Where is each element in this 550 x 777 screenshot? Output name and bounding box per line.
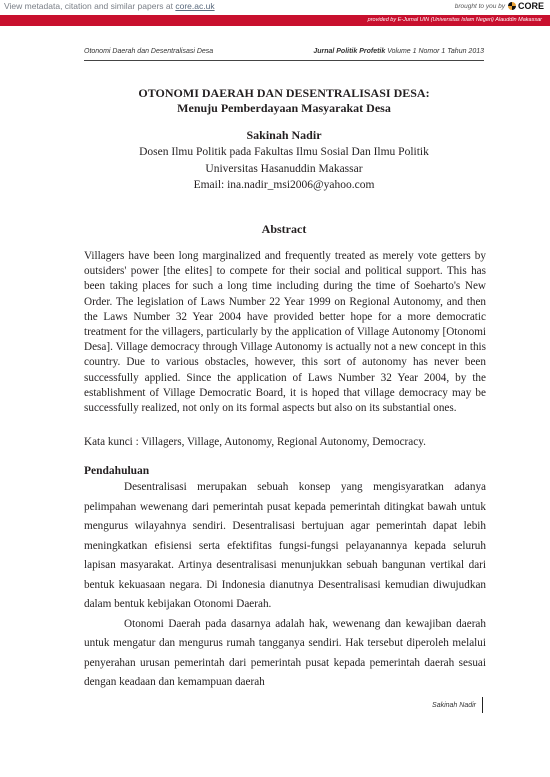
section-body xyxy=(84,478,486,693)
university-line: Universitas Hasanuddin Makassar xyxy=(205,162,363,175)
core-brought-by[interactable] xyxy=(455,1,544,11)
footer-divider xyxy=(482,697,483,713)
core-provider-strip[interactable] xyxy=(0,15,550,26)
keywords: Kata kunci : Villagers, Village, Autonomy, Regional Autonomy, Democracy. xyxy=(84,436,426,448)
paper-title xyxy=(84,86,484,116)
author-name: Sakinah Nadir xyxy=(246,128,322,142)
header-rule xyxy=(84,60,484,61)
page-footer: Sakinah Nadir xyxy=(432,702,476,709)
core-logo-icon xyxy=(508,2,516,10)
core-metadata-prefix: View metadata, citation and similar papers at xyxy=(4,1,176,11)
paragraph: Otonomi Daerah pada dasarnya adalah hak, wewenang dan kewajiban daerah untuk mengatur dan mengurus rumah tangganya sendiri. Hak tersebut diperoleh melalui penyerahan urusan pemerintah dari pemerintah pusat kepada pemerintah daerah sesuai dengan keadaan dan kemampuan daerah xyxy=(84,617,486,688)
core-banner xyxy=(0,0,550,30)
abstract-heading: Abstract xyxy=(261,222,307,236)
affiliation-line: Dosen Ilmu Politik pada Fakultas Ilmu Sosial Dan Ilmu Politik xyxy=(139,146,429,158)
core-logo[interactable] xyxy=(508,1,544,11)
core-metadata-text xyxy=(4,1,215,11)
core-top-row xyxy=(0,0,550,14)
running-head-right xyxy=(313,48,484,55)
running-head xyxy=(84,48,484,60)
email-line: Email: ina.nadir_msi2006@yahoo.com xyxy=(193,179,375,191)
journal-name: Jurnal Politik Profetik xyxy=(313,48,386,55)
core-logo-text: CORE xyxy=(517,1,544,11)
abstract-text: Villagers have been long marginalized and frequently treated as merely vote getters by outsiders' power [the elites] to compete for their social and political support. This has been taking places for such a long time including during the time of Soeharto's New Order. The legislation of Laws Number 22 Year 1999 on Regional Autonomy, and then the Laws Number 32 Year 2004 have provided better hope for a more democratic treatment for the villagers, particularly by the application of Village Autonomy [Otonomi Desa]. Village democracy through Village Autonomy is actually not a new concept in this country. Due to various obstacles, however, this sort of autonomy has never been successfully applied. Since the application of Laws Number 32 Year 2004, by the establishment of Village Democratic Board, it is hoped that village democracy may be successfully realized, not only on its formal aspects but also on its substantial ones. xyxy=(84,250,486,415)
core-link[interactable]: core.ac.uk xyxy=(175,1,215,11)
running-head-left: Otonomi Daerah dan Desentralisasi Desa xyxy=(84,48,214,55)
paragraph: Desentralisasi merupakan sebuah konsep yang mengisyaratkan adanya pelimpahan wewenang dari pemerintah pusat kepada pemerintah ditingkat bawah untuk mengurus wilayahnya sendiri. Desentralisasi bertujuan agar pemerintah dapat lebih meningkatkan efisiensi serta efektifitas fungsi-fungsi pelayanannya kepada seluruh lapisan masyarakat. Artinya desentralisasi menunjukkan sebuah bangunan vertikal dari bentuk kekuasaan negara. Di Indonesia dianutnya Desentralisasi kemudian diwujudkan dalam bentuk kebijakan Otonomi Daerah. xyxy=(84,481,486,610)
section-heading: Pendahuluan xyxy=(84,465,150,477)
title-line-2: Menuju Pemberdayaan Masyarakat Desa xyxy=(177,101,391,115)
author-affiliation xyxy=(84,144,484,194)
title-line-1: OTONOMI DAERAH DAN DESENTRALISASI DESA: xyxy=(138,86,430,100)
journal-volume: Volume 1 Nomor 1 Tahun 2013 xyxy=(385,48,484,55)
core-brought-by-label: brought to you by xyxy=(454,2,505,10)
core-provider-text: provided by E-Jurnal UIN (Universitas Islam Negeri) Alauddin Makassar xyxy=(367,17,542,23)
